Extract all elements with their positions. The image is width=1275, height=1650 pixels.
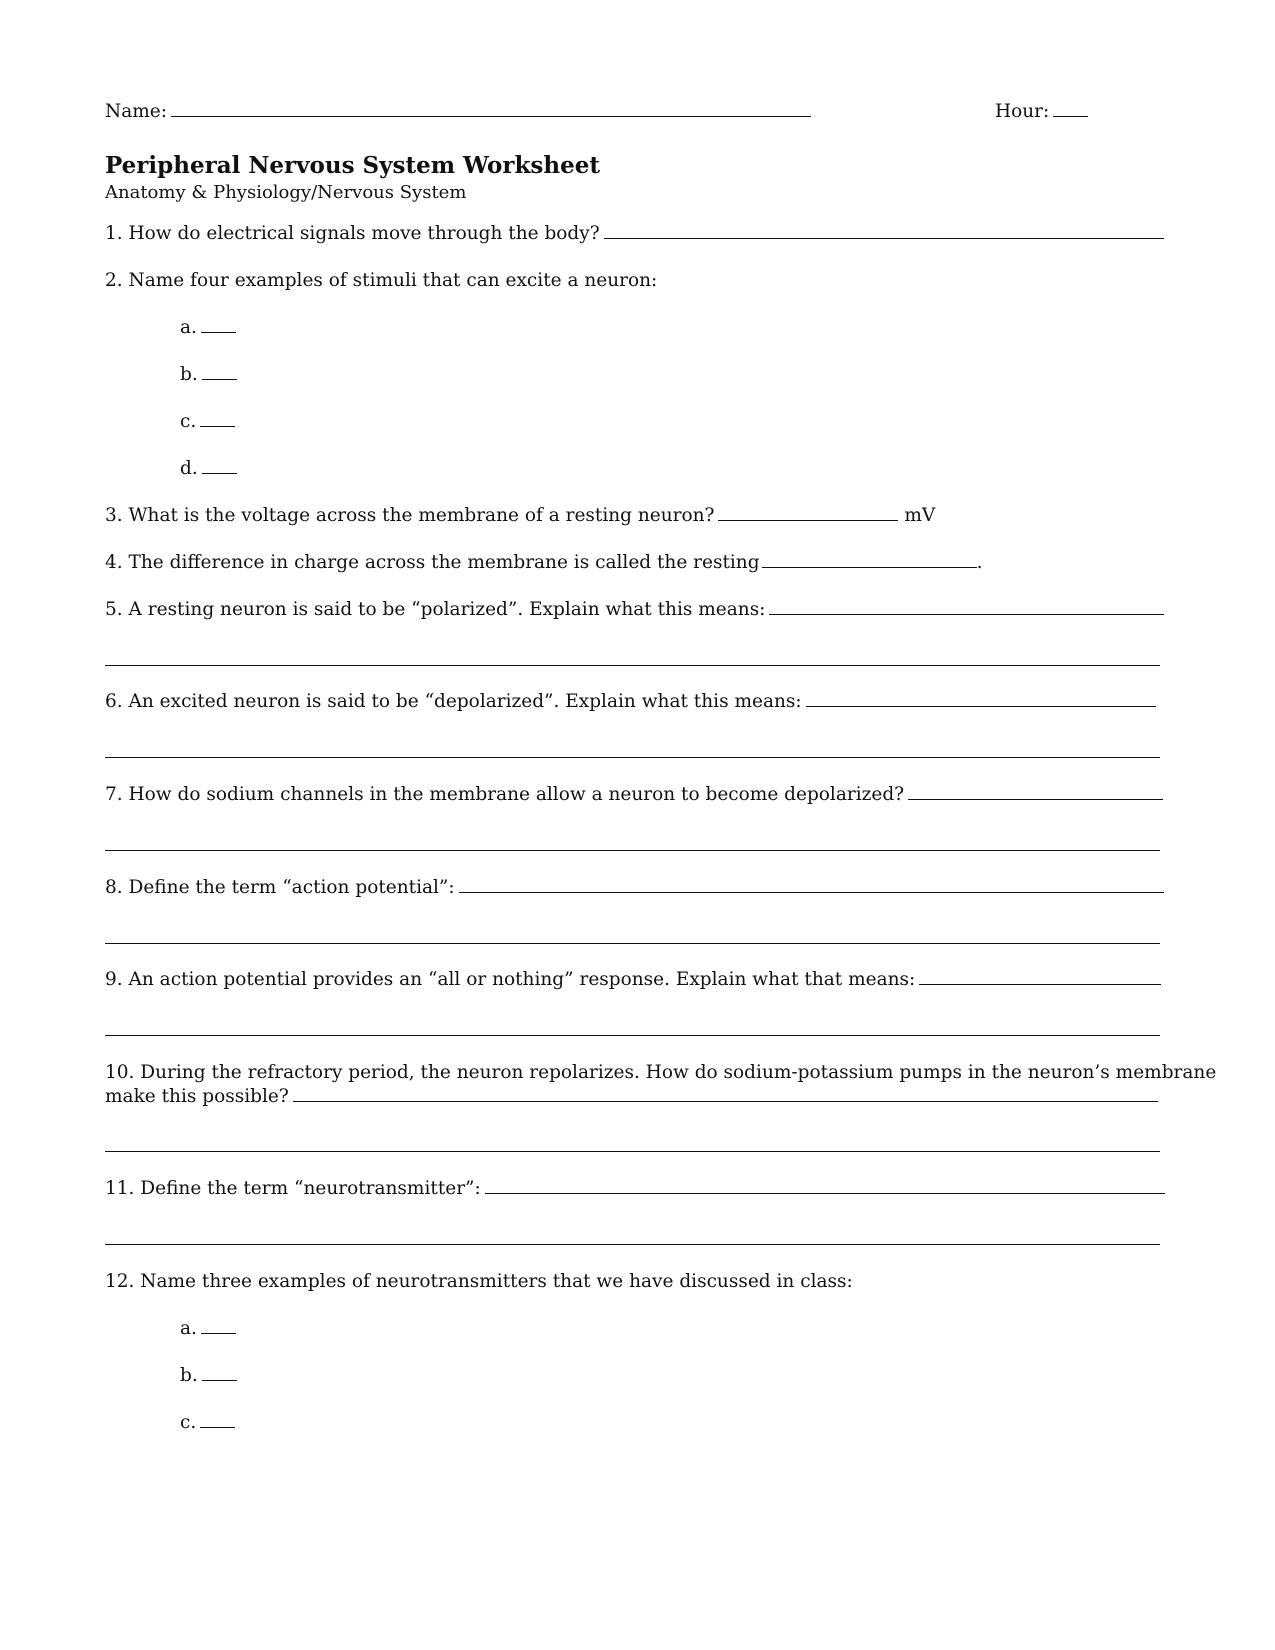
hour-blank[interactable] <box>1053 98 1088 117</box>
item-blank[interactable] <box>202 455 237 474</box>
item-blank[interactable] <box>201 1315 236 1334</box>
question-6 <box>105 688 1165 716</box>
item-letter: b. <box>180 364 198 385</box>
question-7-blank[interactable] <box>908 781 1163 800</box>
question-9-text: 9. An action potential provides an “all or nothing” response. Explain what that means: <box>105 969 916 990</box>
item-letter: a. <box>180 1318 197 1339</box>
question-6-blank[interactable] <box>806 688 1156 707</box>
item-blank[interactable] <box>200 1409 235 1428</box>
question-8 <box>105 874 1165 902</box>
question-12-item-a <box>180 1315 680 1343</box>
question-9-answer-line[interactable] <box>105 1035 1160 1036</box>
question-8-answer-line[interactable] <box>105 943 1160 944</box>
question-6-text: 6. An excited neuron is said to be “depolarized”. Explain what this means: <box>105 691 802 712</box>
question-10-answer-line[interactable] <box>105 1151 1160 1152</box>
question-4-period: . <box>976 552 983 573</box>
item-blank[interactable] <box>201 314 236 333</box>
question-11 <box>105 1175 1165 1203</box>
question-1-text: 1. How do electrical signals move through the body? <box>105 223 600 244</box>
question-2-item-d <box>180 455 680 483</box>
question-10-text-2: make this possible? <box>105 1086 289 1107</box>
item-letter: d. <box>180 458 198 479</box>
question-2-text: 2. Name four examples of stimuli that can excite a neuron: <box>105 270 658 291</box>
question-10-text-1: 10. During the refractory period, the neuron repolarizes. How do sodium-potassium pumps in the neuron’s membrane <box>105 1062 1217 1083</box>
question-9-blank[interactable] <box>919 966 1161 985</box>
question-11-blank[interactable] <box>485 1175 1165 1194</box>
question-5-answer-line[interactable] <box>105 665 1160 666</box>
question-4-blank[interactable] <box>762 549 977 568</box>
question-1-blank[interactable] <box>604 220 1164 239</box>
question-10-line-2 <box>105 1083 1165 1111</box>
question-12 <box>105 1268 1165 1296</box>
question-10-blank[interactable] <box>293 1083 1158 1102</box>
question-4 <box>105 549 1165 577</box>
question-6-answer-line[interactable] <box>105 757 1160 758</box>
question-4-text: 4. The difference in charge across the membrane is called the resting <box>105 552 760 573</box>
question-3-unit: mV <box>904 505 936 526</box>
question-5-text: 5. A resting neuron is said to be “polarized”. Explain what this means: <box>105 599 766 620</box>
question-8-blank[interactable] <box>459 874 1164 893</box>
question-5 <box>105 596 1165 624</box>
item-letter: c. <box>180 411 197 432</box>
name-blank[interactable] <box>171 98 811 117</box>
item-letter: b. <box>180 1365 198 1386</box>
question-8-text: 8. Define the term “action potential”: <box>105 877 455 898</box>
item-blank[interactable] <box>200 408 235 427</box>
question-7 <box>105 781 1165 809</box>
question-12-item-b <box>180 1362 680 1390</box>
question-7-answer-line[interactable] <box>105 850 1160 851</box>
question-3 <box>105 502 1165 530</box>
question-5-blank[interactable] <box>769 596 1164 615</box>
question-11-answer-line[interactable] <box>105 1244 1160 1245</box>
item-letter: a. <box>180 317 197 338</box>
name-label: Name: <box>105 101 167 122</box>
question-2 <box>105 267 1165 295</box>
hour-label: Hour: <box>995 101 1050 122</box>
page-title: Peripheral Nervous System Worksheet <box>105 152 600 179</box>
question-3-blank[interactable] <box>718 502 898 521</box>
hour-row <box>995 98 1175 126</box>
question-9 <box>105 966 1165 994</box>
question-1 <box>105 220 1165 248</box>
question-12-text: 12. Name three examples of neurotransmitters that we have discussed in class: <box>105 1271 853 1292</box>
question-11-text: 11. Define the term “neurotransmitter”: <box>105 1178 481 1199</box>
page-subtitle: Anatomy & Physiology/Nervous System <box>105 182 467 203</box>
question-7-text: 7. How do sodium channels in the membrane allow a neuron to become depolarized? <box>105 784 905 805</box>
question-2-item-b <box>180 361 680 389</box>
item-blank[interactable] <box>202 361 237 380</box>
item-blank[interactable] <box>202 1362 237 1381</box>
question-2-item-c <box>180 408 680 436</box>
item-letter: c. <box>180 1412 197 1433</box>
question-2-item-a <box>180 314 680 342</box>
question-3-text: 3. What is the voltage across the membrane of a resting neuron? <box>105 505 715 526</box>
question-12-item-c <box>180 1409 680 1437</box>
